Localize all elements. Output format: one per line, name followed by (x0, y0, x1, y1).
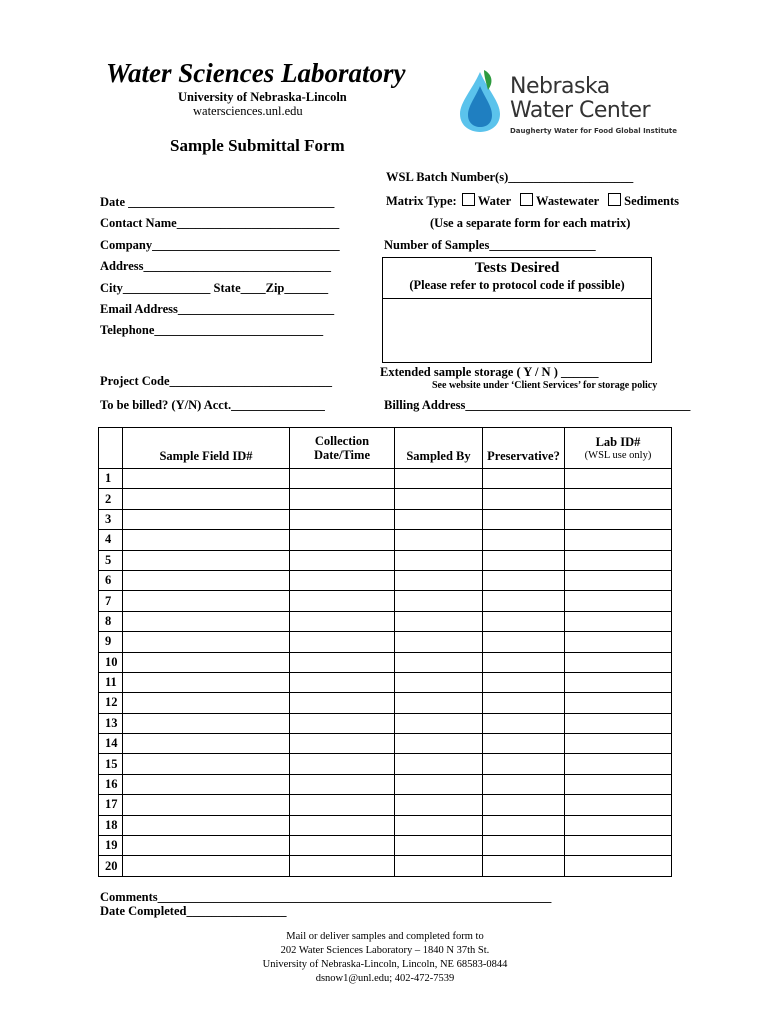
matrix-note: (Use a separate form for each matrix) (430, 216, 631, 230)
table-row (99, 469, 672, 489)
sample-field-id-cell[interactable] (123, 754, 290, 774)
lab-id-cell[interactable] (565, 550, 672, 570)
preservative-cell[interactable] (483, 754, 565, 774)
form-title: Sample Submittal Form (170, 136, 345, 155)
number-of-samples-field[interactable]: Number of Samples_________________ (384, 238, 596, 252)
row-number: 17 (99, 795, 123, 815)
lab-id-cell[interactable] (565, 570, 672, 590)
table-row (99, 489, 672, 509)
row-number: 9 (99, 632, 123, 652)
lab-id-cell[interactable] (565, 469, 672, 489)
lab-id-label: Lab ID# (595, 435, 641, 449)
preservative-cell[interactable] (483, 774, 565, 794)
sample-field-id-cell[interactable] (123, 774, 290, 794)
lab-id-cell[interactable] (565, 591, 672, 611)
lab-id-header (565, 428, 672, 469)
collection-datetime-cell[interactable] (290, 652, 395, 672)
table-row (99, 632, 672, 652)
sample-field-id-cell[interactable] (123, 570, 290, 590)
sample-field-id-cell[interactable] (123, 489, 290, 509)
footer-line-3: University of Nebraska-Lincoln, Lincoln, NE 68583-0844 (262, 959, 508, 970)
table-row (99, 815, 672, 835)
preservative-cell[interactable] (483, 530, 565, 550)
table-header-row (99, 428, 672, 469)
tests-desired-title: Tests Desired (474, 260, 560, 276)
sample-field-id-cell[interactable] (123, 734, 290, 754)
company-field[interactable]: Company______________________________ (100, 238, 340, 252)
sample-field-id-cell[interactable] (123, 693, 290, 713)
sample-field-id-cell[interactable] (123, 632, 290, 652)
wastewater-label: Wastewater (536, 194, 599, 208)
preservative-cell[interactable] (483, 856, 565, 876)
sampled-by-cell[interactable] (395, 469, 483, 489)
preservative-cell[interactable] (483, 550, 565, 570)
preservative-cell[interactable] (483, 713, 565, 733)
table-row (99, 611, 672, 631)
table-row (99, 774, 672, 794)
table-row (99, 570, 672, 590)
table-row (99, 591, 672, 611)
sampled-by-cell[interactable] (395, 550, 483, 570)
sampled-by-cell[interactable] (395, 734, 483, 754)
sampled-by-cell[interactable] (395, 509, 483, 529)
sampled-by-cell[interactable] (395, 693, 483, 713)
collection-datetime-cell[interactable] (290, 632, 395, 652)
table-row (99, 734, 672, 754)
collection-datetime-cell[interactable] (290, 591, 395, 611)
collection-datetime-cell[interactable] (290, 611, 395, 631)
sampled-by-cell[interactable] (395, 652, 483, 672)
footer-line-4: dsnow1@unl.edu; 402-472-7539 (315, 973, 455, 984)
lab-id-cell[interactable] (565, 754, 672, 774)
sample-field-id-cell[interactable] (123, 652, 290, 672)
preservative-cell[interactable] (483, 672, 565, 692)
sample-table (98, 427, 672, 877)
nebraska-water-center-logo (458, 66, 677, 142)
address-field[interactable]: Address______________________________ (100, 259, 332, 273)
tests-desired-note: (Please refer to protocol code if possible) (409, 278, 625, 292)
table-row (99, 672, 672, 692)
row-number: 14 (99, 734, 123, 754)
sample-field-id-cell[interactable] (123, 856, 290, 876)
table-row (99, 550, 672, 570)
preservative-cell[interactable] (483, 570, 565, 590)
lab-id-cell[interactable] (565, 713, 672, 733)
extended-storage-field[interactable]: Extended sample storage ( Y / N ) ______ (380, 365, 599, 379)
row-number: 12 (99, 693, 123, 713)
row-number: 10 (99, 652, 123, 672)
sediments-checkbox[interactable] (608, 193, 621, 206)
lab-id-cell[interactable] (565, 509, 672, 529)
sampled-by-cell[interactable] (395, 754, 483, 774)
row-number: 18 (99, 815, 123, 835)
row-number-header (99, 428, 123, 469)
preservative-cell[interactable] (483, 591, 565, 611)
table-row (99, 530, 672, 550)
city-state-zip-field[interactable]: City______________ State____Zip_______ (100, 281, 329, 295)
sampled-by-cell[interactable] (395, 713, 483, 733)
billing-address-field[interactable]: Billing Address____________________________________ (384, 398, 691, 412)
lab-id-cell[interactable] (565, 632, 672, 652)
collection-datetime-cell[interactable] (290, 550, 395, 570)
lab-id-cell[interactable] (565, 734, 672, 754)
tests-desired-box[interactable] (382, 257, 652, 363)
lab-id-cell[interactable] (565, 672, 672, 692)
sampled-by-cell[interactable] (395, 530, 483, 550)
row-number: 2 (99, 489, 123, 509)
sampled-by-cell[interactable] (395, 672, 483, 692)
lab-id-cell[interactable] (565, 652, 672, 672)
row-number: 4 (99, 530, 123, 550)
preservative-cell[interactable] (483, 469, 565, 489)
row-number: 19 (99, 836, 123, 856)
billed-account-field[interactable]: To be billed? (Y/N) Acct._______________ (100, 398, 325, 412)
university-name: University of Nebraska-Lincoln (178, 90, 347, 104)
collection-datetime-cell[interactable] (290, 795, 395, 815)
table-row (99, 856, 672, 876)
lab-id-cell[interactable] (565, 774, 672, 794)
preservative-cell[interactable] (483, 815, 565, 835)
collection-datetime-header: Collection Date/Time (290, 428, 395, 469)
date-completed-field[interactable]: Date Completed________________ (100, 904, 287, 918)
lab-id-cell[interactable] (565, 530, 672, 550)
row-number: 11 (99, 672, 123, 692)
sample-field-id-cell[interactable] (123, 836, 290, 856)
sampled-by-cell[interactable] (395, 856, 483, 876)
preservative-cell[interactable] (483, 611, 565, 631)
matrix-type-group (386, 193, 679, 209)
collection-datetime-cell[interactable] (290, 734, 395, 754)
matrix-type-label: Matrix Type: (386, 194, 457, 208)
collection-datetime-cell[interactable] (290, 713, 395, 733)
sample-field-id-cell[interactable] (123, 591, 290, 611)
sample-field-id-cell[interactable] (123, 530, 290, 550)
sample-field-id-cell[interactable] (123, 611, 290, 631)
row-number: 1 (99, 469, 123, 489)
row-number: 7 (99, 591, 123, 611)
sampled-by-cell[interactable] (395, 632, 483, 652)
preservative-cell[interactable] (483, 836, 565, 856)
logo-line-1: Nebraska (510, 74, 610, 99)
table-row (99, 713, 672, 733)
storage-policy-note: See website under ‘Client Services’ for storage policy (432, 380, 658, 391)
collection-datetime-cell[interactable] (290, 530, 395, 550)
sampled-by-cell[interactable] (395, 591, 483, 611)
sampled-by-cell[interactable] (395, 815, 483, 835)
sediments-label: Sediments (624, 194, 679, 208)
lab-id-note: (WSL use only) (584, 450, 652, 461)
collection-datetime-cell[interactable] (290, 672, 395, 692)
table-row (99, 754, 672, 774)
row-number: 16 (99, 774, 123, 794)
sample-field-id-cell[interactable] (123, 713, 290, 733)
footer-line-1: Mail or deliver samples and completed form to (286, 931, 484, 942)
sampled-by-cell[interactable] (395, 774, 483, 794)
table-row (99, 795, 672, 815)
collection-datetime-cell[interactable] (290, 509, 395, 529)
batch-number-field[interactable]: WSL Batch Number(s)____________________ (386, 170, 634, 184)
row-number: 3 (99, 509, 123, 529)
comments-field[interactable]: Comments_______________________________________________________________ (100, 890, 552, 904)
sampled-by-cell[interactable] (395, 836, 483, 856)
preservative-cell[interactable] (483, 734, 565, 754)
contact-name-field[interactable]: Contact Name__________________________ (100, 216, 340, 230)
sample-field-id-header: Sample Field ID# (123, 428, 290, 469)
preservative-cell[interactable] (483, 795, 565, 815)
row-number: 8 (99, 611, 123, 631)
collection-datetime-cell[interactable] (290, 774, 395, 794)
telephone-field[interactable]: Telephone___________________________ (100, 323, 324, 337)
water-drop-icon (458, 68, 508, 134)
sample-field-id-cell[interactable] (123, 815, 290, 835)
logo-line-2: Water Center (510, 98, 651, 123)
date-field[interactable]: Date _________________________________ (100, 195, 335, 209)
lab-id-cell[interactable] (565, 611, 672, 631)
collection-datetime-cell[interactable] (290, 693, 395, 713)
preservative-cell[interactable] (483, 693, 565, 713)
sampled-by-header: Sampled By (395, 428, 483, 469)
table-body (99, 469, 672, 877)
preservative-cell[interactable] (483, 489, 565, 509)
sample-field-id-cell[interactable] (123, 469, 290, 489)
lab-id-cell[interactable] (565, 795, 672, 815)
sample-field-id-cell[interactable] (123, 550, 290, 570)
collection-datetime-cell[interactable] (290, 469, 395, 489)
email-field[interactable]: Email Address_________________________ (100, 302, 335, 316)
footer-line-2: 202 Water Sciences Laboratory – 1840 N 37th St. (280, 945, 490, 956)
row-number: 5 (99, 550, 123, 570)
preservative-cell[interactable] (483, 632, 565, 652)
sampled-by-cell[interactable] (395, 795, 483, 815)
sampled-by-cell[interactable] (395, 570, 483, 590)
sampled-by-cell[interactable] (395, 611, 483, 631)
lab-title: Water Sciences Laboratory (106, 58, 406, 88)
lab-id-cell[interactable] (565, 815, 672, 835)
preservative-header: Preservative? (483, 428, 565, 469)
footer (0, 930, 770, 986)
project-code-field[interactable]: Project Code__________________________ (100, 374, 333, 388)
preservative-cell[interactable] (483, 509, 565, 529)
sampled-by-cell[interactable] (395, 489, 483, 509)
table-row (99, 652, 672, 672)
row-number: 20 (99, 856, 123, 876)
lab-id-cell[interactable] (565, 856, 672, 876)
table-row (99, 509, 672, 529)
table-row (99, 693, 672, 713)
table-row (99, 836, 672, 856)
water-checkbox[interactable] (462, 193, 475, 206)
row-number: 15 (99, 754, 123, 774)
preservative-cell[interactable] (483, 652, 565, 672)
collection-datetime-cell[interactable] (290, 754, 395, 774)
tests-divider (383, 298, 651, 299)
logo-tagline: Daugherty Water for Food Global Institute (510, 127, 677, 135)
collection-datetime-cell[interactable] (290, 856, 395, 876)
sample-field-id-cell[interactable] (123, 795, 290, 815)
sample-field-id-cell[interactable] (123, 509, 290, 529)
water-label: Water (477, 194, 511, 208)
website-text: watersciences.unl.edu (193, 104, 303, 118)
row-number: 6 (99, 570, 123, 590)
row-number: 13 (99, 713, 123, 733)
collection-datetime-cell[interactable] (290, 815, 395, 835)
sample-field-id-cell[interactable] (123, 672, 290, 692)
collection-datetime-cell[interactable] (290, 489, 395, 509)
wastewater-checkbox[interactable] (520, 193, 533, 206)
collection-datetime-cell[interactable] (290, 836, 395, 856)
collection-datetime-cell[interactable] (290, 570, 395, 590)
lab-id-cell[interactable] (565, 836, 672, 856)
lab-id-cell[interactable] (565, 693, 672, 713)
lab-id-cell[interactable] (565, 489, 672, 509)
